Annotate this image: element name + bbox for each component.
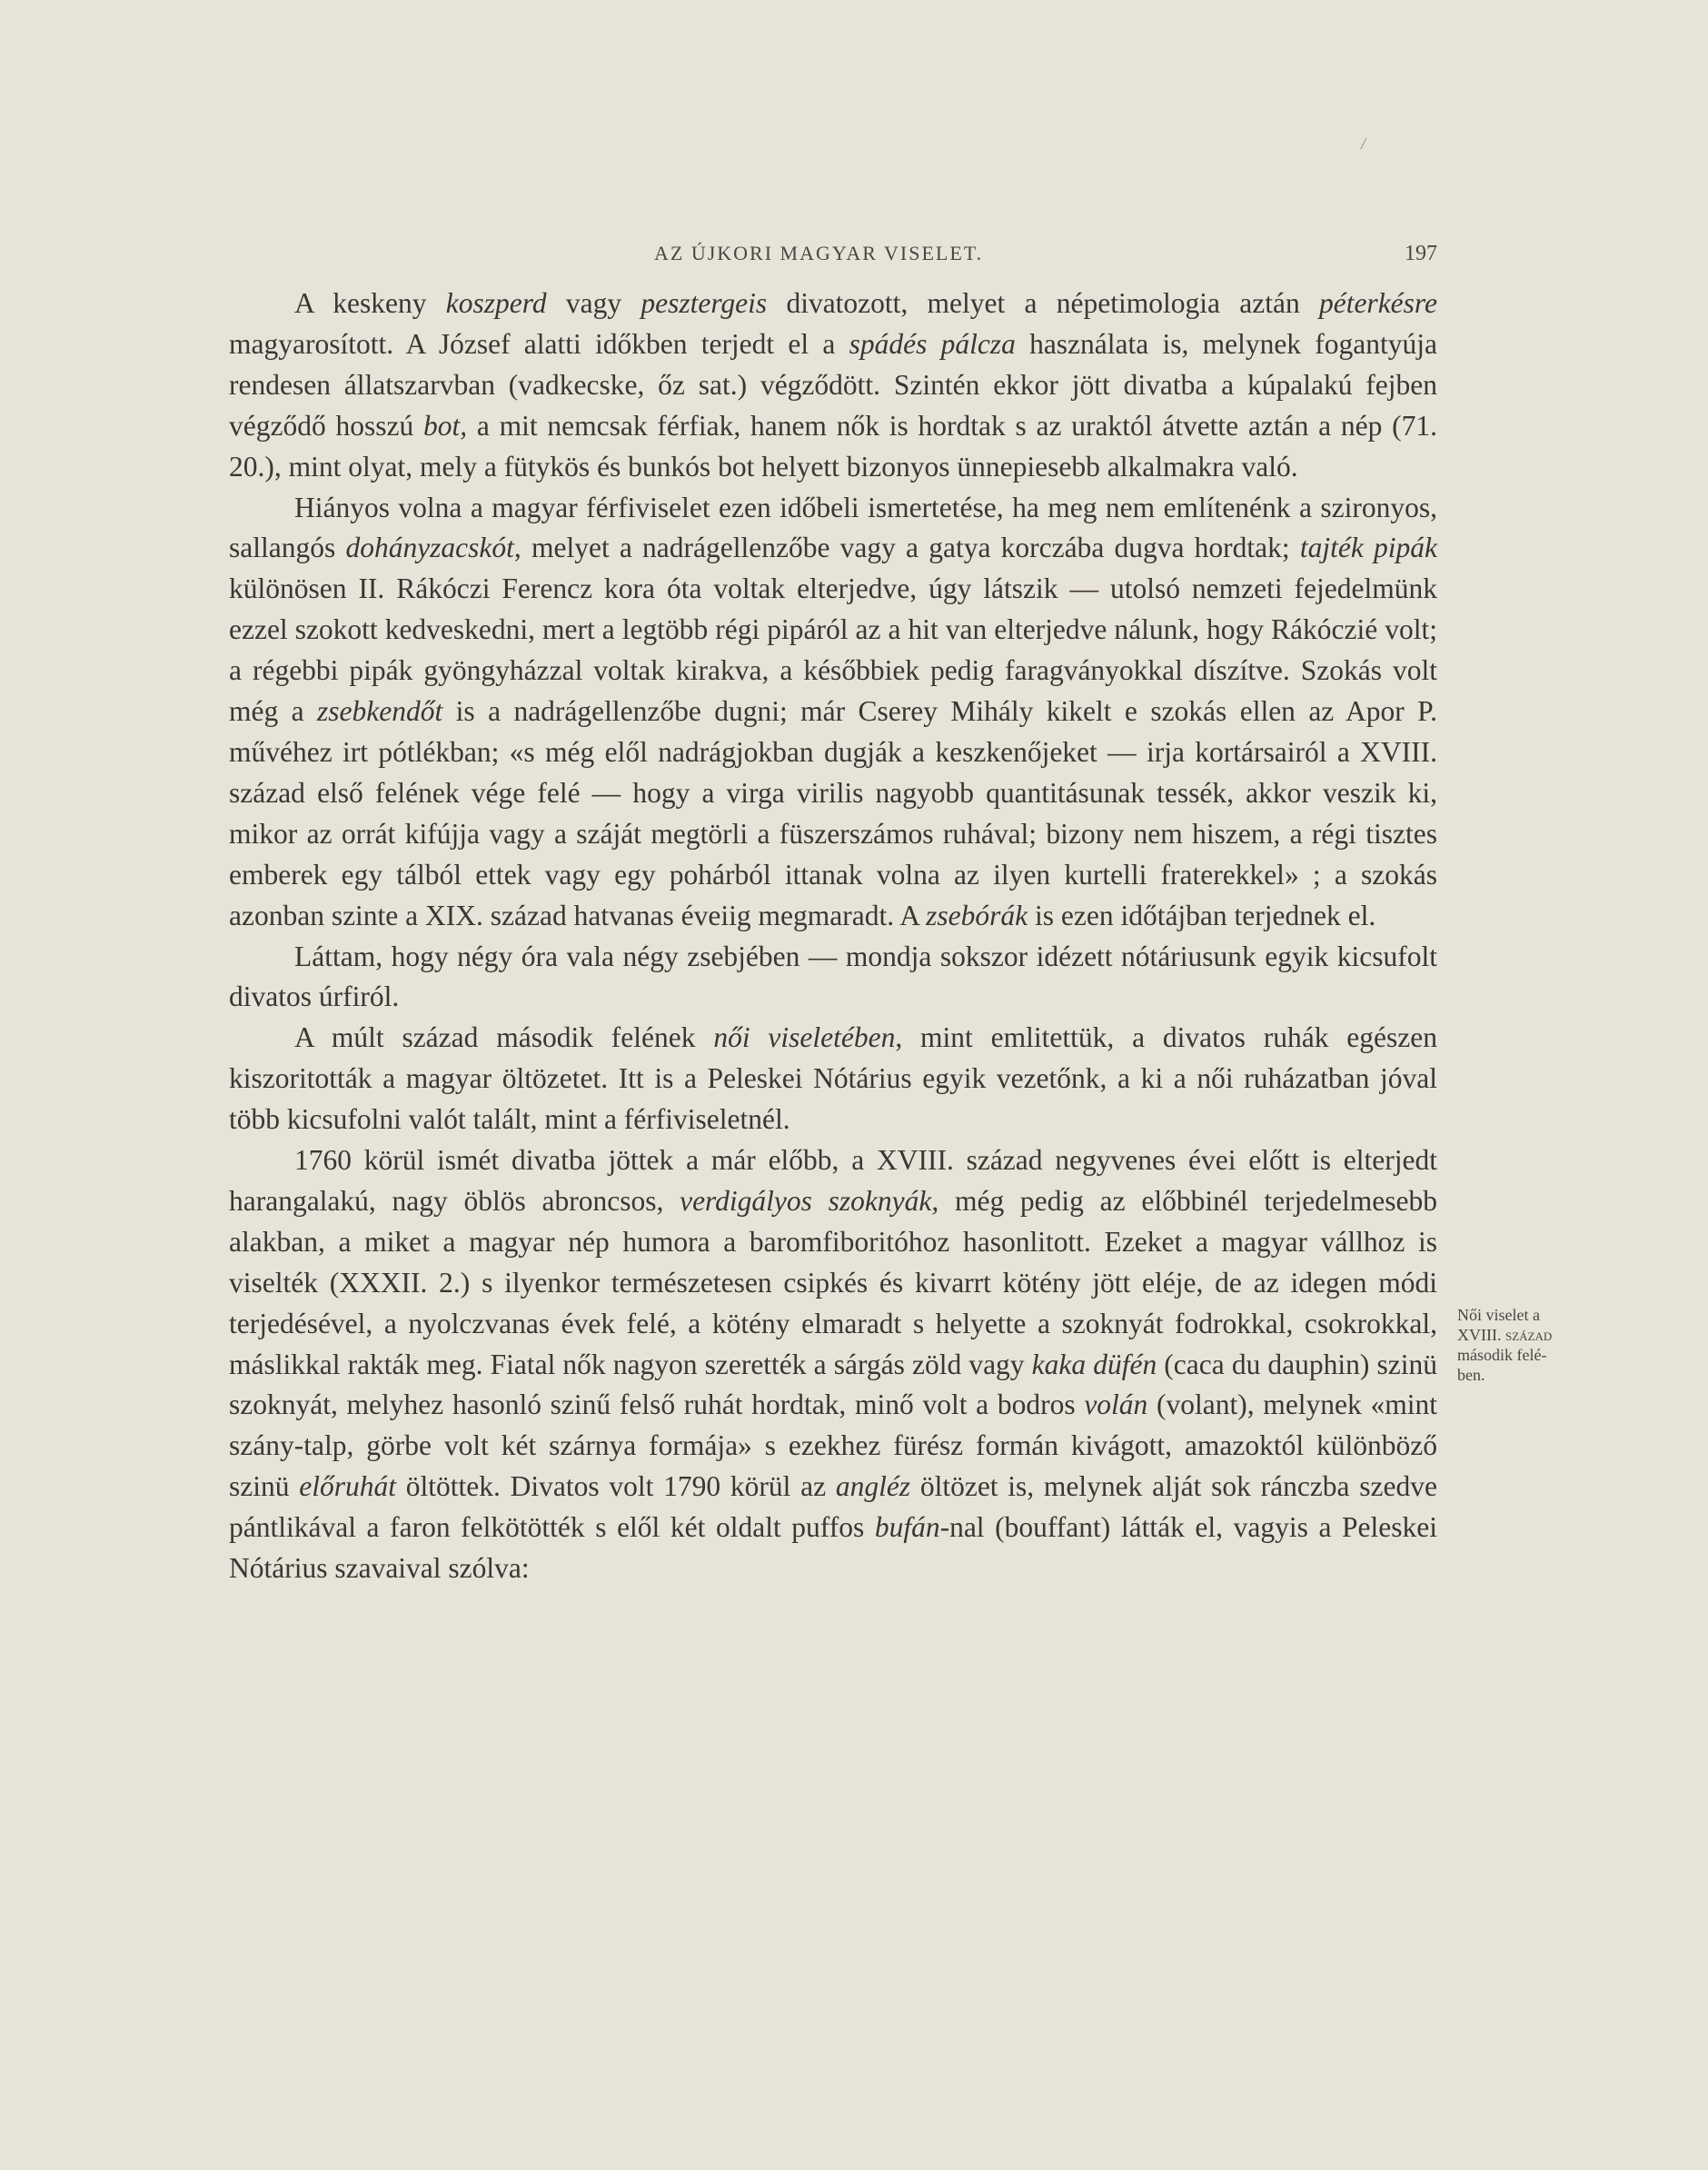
text-run: is a nadrágellenzőbe dugni; már Cserey Mihály kikelt e szokás ellen az Apor P. művéhez irt pótlékban; «s még elől nadrágjokban dugják a keszkenőjeket — irja kortársairól a xyxy=(229,695,1437,768)
margin-note-line: ben. xyxy=(1457,1366,1485,1384)
italic-term: bot, xyxy=(423,409,468,442)
text-run: vagy xyxy=(546,287,641,319)
italic-term: dohányzacskót xyxy=(345,532,514,564)
text-run: Hiányos volna a magyar férfiviselet ezen időbeli ismertetése, ha meg nem említenénk a szironyos, sallangós xyxy=(229,491,1437,564)
italic-term: verdigályos szoknyák, xyxy=(680,1184,939,1217)
italic-term: koszperd xyxy=(445,287,547,319)
paragraph xyxy=(229,937,1437,1019)
text-run: különösen II. Rákóczi Ferencz kora óta voltak elterjedve, úgy látszik — utolsó nemzeti fejedelmünk ezzel szokott kedveskedni, mert a legtöbb régi pipáról az a hit van elterjedve nálunk, hogy Rákóczié volt; a régebbi pipák gyöngyházzal voltak kirakva, a későbbiek pedig faragványokkal díszítve. Szokás volt még a xyxy=(229,572,1437,728)
margin-note-line: XVIII. század xyxy=(1457,1326,1553,1344)
text-run: divatozott, melyet a népetimologia aztán xyxy=(767,287,1319,319)
italic-term: női viseletében xyxy=(713,1021,896,1054)
paragraph xyxy=(229,284,1437,488)
small-caps-numeral: XIX xyxy=(425,899,477,931)
text-run: , mint emlitettük, a divatos ruhák egészen kiszoritották a magyar öltözetet. Itt is a Peleskei Nótárius egyik vezetőnk, a ki a női ruházatban jóval több kicsufolni valót talált, mint a férfiviseletnél. xyxy=(229,1021,1437,1136)
page-number: 197 xyxy=(1405,242,1437,265)
text-run: a mit nemcsak férfiak, hanem nők is hordtak s az uraktól átvette aztán a nép (71. 20.), mint olyat, mely a fütykös és bunkós bot helyett bizonyos ünnepiesebb alkalmakra való. xyxy=(229,409,1437,483)
margin-note-line: második felé- xyxy=(1457,1346,1547,1364)
small-caps-numeral: XVIII xyxy=(1360,735,1431,768)
text-run: magyarosított. A József alatti időkben terjedt el a xyxy=(229,327,849,360)
italic-term: zsebkendőt xyxy=(317,695,443,728)
italic-term: kaka düfén xyxy=(1031,1348,1157,1380)
paragraph xyxy=(229,1140,1437,1589)
italic-term: tajték pipák xyxy=(1299,532,1438,564)
italic-term: előruhát xyxy=(299,1470,396,1503)
text-run: . század negyvenes évei előtt is elterjedt harangalakú, nagy öblös abroncsos, xyxy=(229,1144,1437,1217)
text-run: öltöttek. Divatos volt 1790 körül az xyxy=(396,1470,836,1503)
text-run: -nal (bouffant) látták el, vagyis a Peleskei Nótárius szavaival szólva: xyxy=(229,1511,1437,1585)
italic-term: pesztergeis xyxy=(640,287,768,319)
text-run: öltözet is, melynek alját sok ránczba szedve pántlikával a faron felkötötték s elől két oldalt puffos xyxy=(229,1470,1437,1544)
italic-term: zsebórák xyxy=(926,899,1028,931)
text-run: is ezen időtájban terjednek el. xyxy=(1028,899,1376,931)
text-run: használata is, melynek fogantyúja rendesen állatszarvban (vadkecske, őz sat.) végződött. Szintén ekkor jött divatba a kúpalakú fejben végződő hosszú xyxy=(229,327,1437,442)
paragraph xyxy=(229,488,1437,937)
text-run: A keskeny xyxy=(294,287,446,319)
text-run: (caca du dauphin) szinü szoknyát, melyhez hasonló szinű felső ruhát hordtak, minő volt a bodros xyxy=(229,1348,1437,1421)
text-run: 1760 körül ismét divatba jöttek a már előbb, a xyxy=(294,1144,877,1177)
paragraph xyxy=(229,1018,1437,1140)
italic-term: volán xyxy=(1084,1389,1148,1421)
italic-term: bufán xyxy=(874,1511,940,1544)
italic-term: angléz xyxy=(835,1470,911,1503)
text-run: , melyet a nadrágellenzőbe vagy a gatya korczába dugva hordtak; xyxy=(513,532,1300,564)
margin-note xyxy=(1457,1305,1566,1385)
margin-note-line: Női viselet a xyxy=(1457,1306,1540,1324)
text-run: Láttam, hogy négy óra vala négy zsebjében — mondja sokszor idézett nótáriusunk egyik kicsufolt divatos úrfiról. xyxy=(229,940,1437,1013)
small-caps-numeral: XVIII xyxy=(876,1144,947,1177)
italic-term: spádés pálcza xyxy=(849,327,1016,360)
text-run: . század hatvanas éveiig megmaradt. A xyxy=(476,899,927,931)
text-run: még pedig az előbbinél terjedelmesebb alakban, a miket a magyar nép humora a baromfiboritóhoz hasonlitott. Ezeket a magyar vállhoz is viselték (XXXII. 2.) s ilyenkor természetesen csipkés és kivarrt kötény jött eléje, de az idegen módi terjedésével, a nyolczvanas évek felé, a kötény elmaradt s helyette a szoknyát fodrokkal, csokrokkal, máslikkal rakták meg. Fiatal nők nagyon szerették a sárgás zöld vagy xyxy=(229,1184,1437,1380)
text-run: . század első felének vége felé — hogy a virga virilis nagyobb quantitásunak tessék, akkor veszik ki, mikor az orrát kifújja vagy a száját megtörli a füszerszámos ruhával; bizony nem hiszem, a régi tisztes emberek egy tálból ettek vagy egy pohárból ittanak volna az ilyen kurtelli fraterekkel» ; a szokás azonban szinte a xyxy=(229,735,1437,931)
italic-term: péterkésre xyxy=(1318,287,1437,319)
running-head: AZ ÚJKORI MAGYAR VISELET. xyxy=(654,242,984,264)
body-text xyxy=(229,284,1437,1589)
text-run: (volant), melynek «mint szány-talp, görbe volt két szárnya formája» s ezekhez fürész formán kivágott, amazoktól különböző szinü xyxy=(229,1389,1437,1503)
stray-pencil-mark: / xyxy=(1361,134,1366,153)
text-run: A múlt század második felének xyxy=(294,1021,714,1054)
